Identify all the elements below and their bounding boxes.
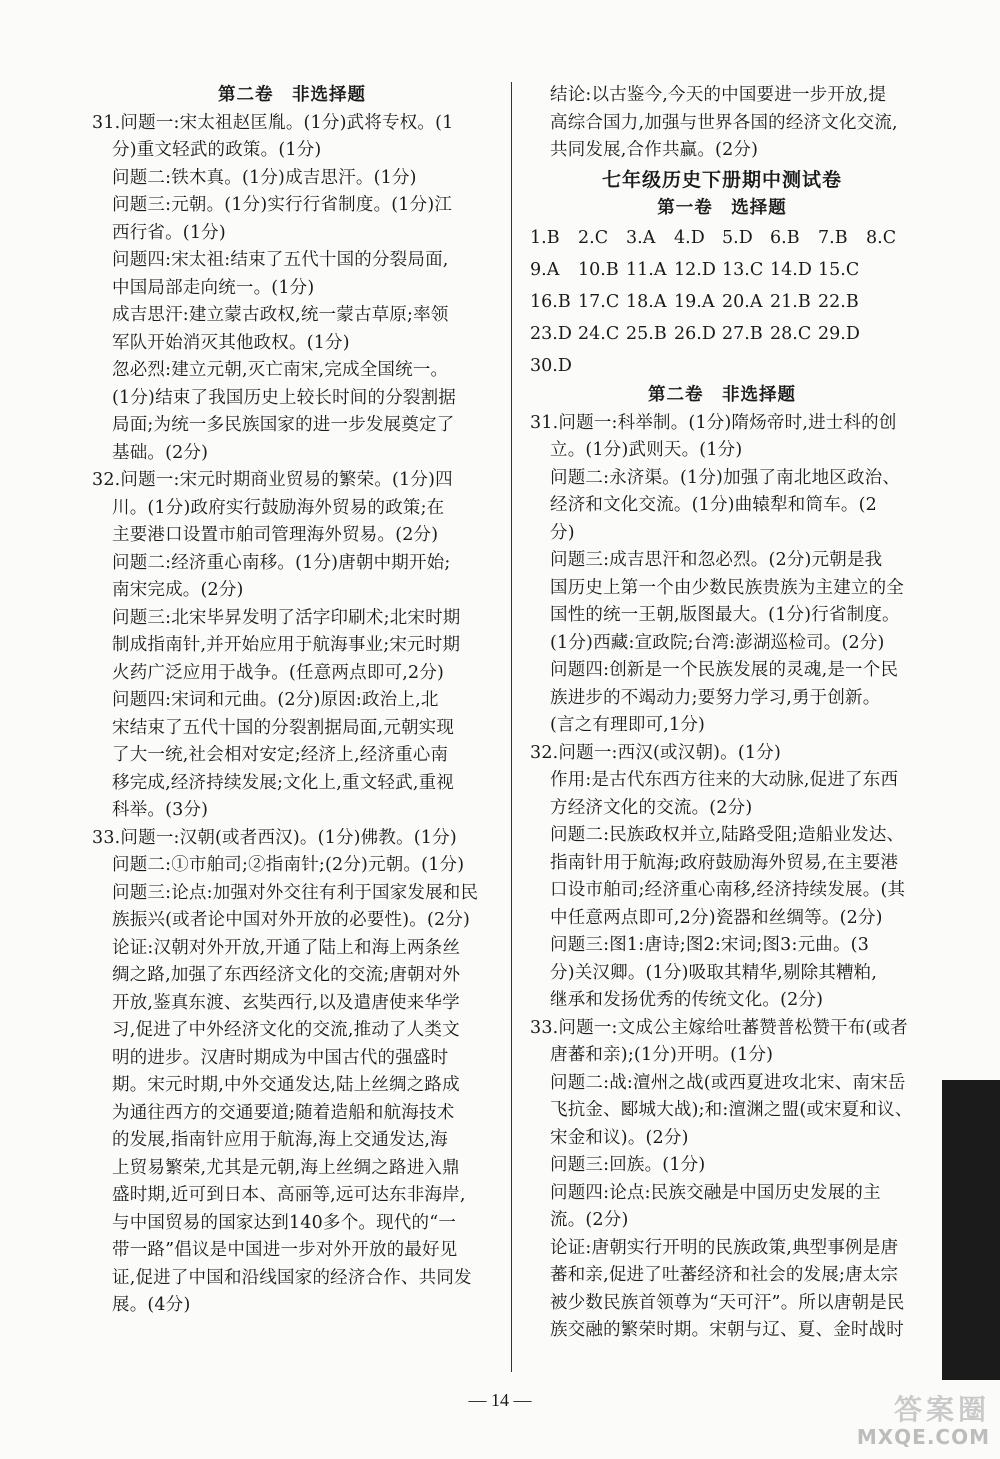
watermark-text: 答案圈 [893,1393,990,1426]
text-line: 问题四:创新是一个民族发展的灵魂,是一个民 [550,660,899,680]
text-line: 分)重文轻武的政策。(1分) [112,140,322,160]
answer-row [530,318,914,350]
text-line: 中任意两点即可,2分)瓷器和丝绸等。(2分) [550,907,883,928]
text-line: 南宋完成。(2分) [112,580,244,600]
answer-item: 29.D [818,324,860,344]
answer-item: 25.B [626,324,667,344]
text-line: 带一路”倡议是中国进一步对外开放的最好见 [112,1240,458,1260]
left-column [92,82,492,1320]
text-line: 制成指南针,并开始应用于航海事业;宋元时期 [112,635,461,655]
watermark-url: MXQE.COM [856,1425,990,1449]
answer-item: 13.C [722,260,764,280]
answer-item: 27.B [722,324,763,344]
text-line: 上贸易繁荣,尤其是元朝,海上丝绸之路进入鼎 [112,1157,460,1178]
text-line: 作用:是古代东西方往来的大动脉,促进了东西 [550,770,899,790]
text-line: 33.问题一:汉朝(或者西汉)。(1分)佛教。(1分) [92,827,457,848]
answer-item: 22.B [818,292,859,312]
text-line: 指南针用于航海;政府鼓励海外贸易,在主要港 [550,852,899,873]
text-line: 论证:汉朝对外开放,开通了陆上和海上两条丝 [112,937,461,958]
answer-item: 7.B [818,228,848,248]
conclusion-text [530,82,914,165]
text-line: 移完成,经济持续发展;文化上,重文轻武,重视 [112,772,454,793]
answer-item: 10.B [578,260,619,280]
answer-item: 8.C [866,228,897,248]
section1-heading: 第一卷 选择题 [657,197,787,218]
text-line: 问题三:北宋毕昇发明了活字印刷术;北宋时期 [112,607,461,628]
text-line: 结论:以古鉴今,今天的中国要进一步开放,提 [550,85,887,105]
answer-item: 26.D [674,324,716,344]
text-line: 问题三:元朝。(1分)实行行省制度。(1分)江 [112,195,453,215]
text-line: 明的进步。汉唐时期成为中国古代的强盛时 [112,1047,449,1068]
answer-item: 2.C [578,228,609,248]
text-line: 问题二:①市舶司;②指南针;(2分)元朝。(1分) [112,855,465,875]
text-line: 证,促进了中国和沿线国家的经济合作、共同发 [112,1267,472,1288]
text-line: 分) [550,522,575,543]
text-line: 高综合国力,加强与世界各国的经济文化交流, [550,112,898,133]
text-line: (1分)结束了我国历史上较长时间的分裂割据 [112,387,456,408]
answer-item: 1.B [530,228,560,248]
text-line: 经济和文化交流。(1分)曲辕犁和筒车。(2 [550,495,877,515]
answer-row [530,254,914,286]
answer-item: 9.A [530,260,560,280]
text-line: 立。(1分)武则天。(1分) [550,440,743,460]
text-line: 飞抗金、郾城大战);和:澶渊之盟(或宋夏和议、 [550,1100,913,1120]
page-number: — 14 — [468,1390,532,1410]
text-line: 蕃和亲,促进了吐蕃经济和社会的发展;唐太宗 [550,1265,899,1285]
answer-row [530,222,914,254]
answer-item: 24.C [578,324,620,344]
answer-item: 11.A [626,260,667,280]
answer-item: 30.D [530,356,572,376]
text-line: 展。(4分) [112,1295,191,1315]
text-line: 国性的统一王朝,版图最大。(1分)行省制度。 [550,605,900,625]
text-line: 问题四:宋太祖:结束了五代十国的分裂局面, [112,250,449,270]
text-line: 共同发展,合作共赢。(2分) [550,140,759,160]
watermark-logo [790,1395,990,1455]
answer-item: 18.A [626,292,667,312]
text-line: 西行省。(1分) [112,222,226,243]
text-line: 局面;为统一多民族国家的进一步发展奠定了 [112,415,455,435]
text-line: 问题三:论点:加强对外交往有利于国家发展和民 [112,882,479,903]
text-line: 问题三:图1:唐诗;图2:宋词;图3:元曲。(3 [550,935,870,955]
text-line: 火药广泛应用于战争。(任意两点即可,2分) [112,662,445,683]
answer-item: 5.D [722,228,753,248]
text-line: 被少数民族首领尊为“天可汗”。所以唐朝是民 [550,1292,905,1313]
multiple-choice-answers [530,222,914,382]
text-line: 期。宋元时期,中外交通发达,陆上丝绸之路成 [112,1075,460,1095]
text-line: 问题二:铁木真。(1分)成吉思汗。(1分) [112,167,417,188]
answer-item: 17.C [578,292,620,312]
text-line: 军队开始消灭其他政权。(1分) [112,332,350,353]
text-line: 盛时期,近可到日本、高丽等,远可达东非海岸, [112,1185,466,1205]
text-line: 32.问题一:西汉(或汉朝)。(1分) [530,742,781,763]
right-column [530,82,914,1345]
answer-item: 12.D [674,260,716,280]
answer-item: 15.C [818,260,860,280]
text-line: 忽必烈:建立元朝,灭亡南宋,完成全国统一。 [112,360,449,380]
right-answer-text [530,410,914,1345]
text-line: 问题四:论点:民族交融是中国历史发展的主 [550,1182,881,1203]
text-line: 方经济文化的交流。(2分) [550,797,753,818]
page-edge-tab [942,1080,1000,1380]
answer-item: 4.D [674,228,705,248]
text-line: 习,促进了中外经济文化的交流,推动了人类文 [112,1020,460,1040]
text-line: 宋结束了五代十国的分裂割据局面,元朝实现 [112,717,455,738]
text-line: (1分)西藏:宣政院;台湾:澎湖巡检司。(2分) [550,632,885,653]
text-line: 宋金和议)。(2分) [550,1127,689,1148]
text-line: 问题二:战:澶州之战(或西夏进攻北宋、南宋岳 [550,1072,906,1093]
section-heading: 第二卷 非选择题 [218,85,366,105]
section2-heading: 第二卷 非选择题 [648,385,796,405]
answer-item: 19.A [674,292,715,312]
text-line: (言之有理即可,1分) [550,715,706,735]
text-line: 基础。(2分) [112,442,209,463]
text-line: 为通往西方的交通要道;随着造船和航海技术 [112,1102,455,1123]
text-line: 唐蕃和亲);(1分)开明。(1分) [550,1045,774,1065]
answer-item: 20.A [722,292,763,312]
left-answer-text [92,110,492,1320]
text-line: 流。(2分) [550,1210,629,1230]
text-line: 绸之路,加强了东西经济文化的交流;唐朝对外 [112,965,461,985]
text-line: 中国局部走向统一。(1分) [112,277,315,298]
text-line: 族交融的繁荣时期。宋朝与辽、夏、金时战时 [550,1320,904,1340]
text-line: 33.问题一:文成公主嫁给吐蕃赞普松赞干布(或者 [530,1017,908,1038]
text-line: 开放,鉴真东渡、玄奘西行,以及遣唐使来华学 [112,992,460,1013]
answer-item: 3.A [626,228,656,248]
text-line: 的发展,指南针应用于航海,海上交通发达,海 [112,1130,448,1150]
text-line: 族振兴(或者论中国对外开放的必要性)。(2分) [112,910,471,930]
text-line: 川。(1分)政府实行鼓励海外贸易的政策;在 [112,497,445,518]
column-divider [511,82,512,1372]
answer-row [530,350,914,382]
text-line: 国历史上第一个由少数民族贵族为主建立的全 [550,577,904,598]
text-line: 分)关汉卿。(1分)吸取其精华,剔除其糟粕, [550,962,878,983]
answer-item: 16.B [530,292,571,312]
text-line: 31.问题一:宋太祖赵匡胤。(1分)武将专权。(1 [92,112,454,133]
answer-item: 28.C [770,324,812,344]
text-line: 口设市舶司;经济重心南移,经济持续发展。(其 [550,880,906,900]
text-line: 成吉思汗:建立蒙古政权,统一蒙古草原;率领 [112,305,449,325]
exam-title: 七年级历史下册期中测试卷 [601,168,842,191]
text-line: 与中国贸易的国家达到140多个。现代的“一 [112,1212,457,1233]
answer-item: 14.D [770,260,812,280]
text-line: 问题二:经济重心南移。(1分)唐朝中期开始; [112,552,451,573]
text-line: 问题三:成吉思汗和忽必烈。(2分)元朝是我 [550,550,883,570]
text-line: 问题三:回族。(1分) [550,1155,706,1175]
answer-item: 21.B [770,292,811,312]
text-line: 32.问题一:宋元时期商业贸易的繁荣。(1分)四 [92,470,453,490]
text-line: 了大一统,社会相对安定;经济上,经济重心南 [112,745,449,765]
text-line: 31.问题一:科举制。(1分)隋炀帝时,进士科的创 [530,412,897,433]
answer-row [530,286,914,318]
text-line: 主要港口设置市舶司管理海外贸易。(2分) [112,525,439,545]
text-line: 问题二:永济渠。(1分)加强了南北地区政治、 [550,467,901,488]
text-line: 族进步的不竭动力;要努力学习,勇于创新。 [550,687,881,708]
text-line: 问题二:民族政权并立,陆路受阻;造船业发达、 [550,825,905,845]
text-line: 问题四:宋词和元曲。(2分)原因:政治上,北 [112,690,439,710]
text-line: 论证:唐朝实行开明的民族政策,典型事例是唐 [550,1237,899,1258]
answer-item: 23.D [530,324,572,344]
text-line: 科举。(3分) [112,800,209,820]
text-line: 继承和发扬优秀的传统文化。(2分) [550,990,824,1010]
answer-item: 6.B [770,228,800,248]
